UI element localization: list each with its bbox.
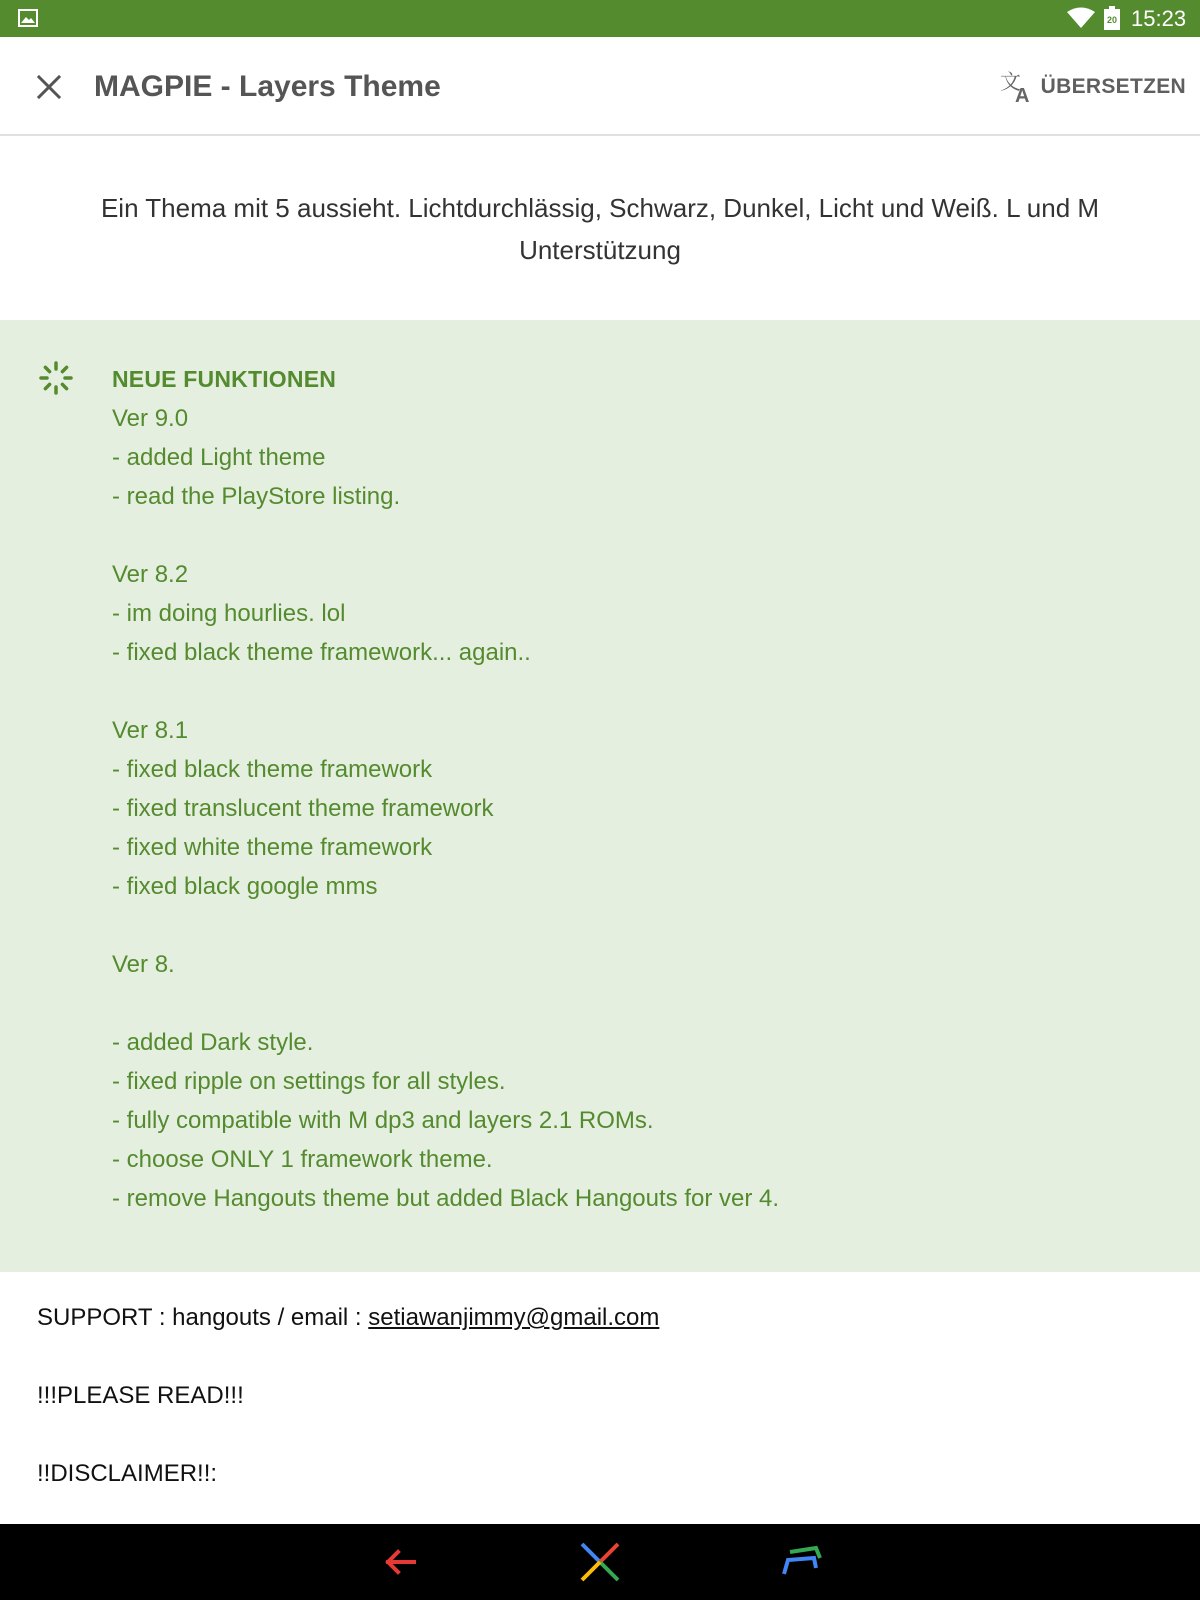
changelog-line: Ver 8.1 bbox=[112, 717, 189, 744]
status-time: 15:23 bbox=[1131, 6, 1187, 31]
changelog-line: - choose ONLY 1 framework theme. bbox=[112, 1146, 493, 1173]
changelog-line: Ver 8. bbox=[112, 951, 175, 978]
changelog-line: - fixed black theme framework... again.. bbox=[112, 639, 531, 666]
status-bar bbox=[0, 0, 1200, 37]
changelog-line bbox=[112, 984, 1152, 1023]
whats-new-content bbox=[112, 360, 1152, 1218]
blank-line bbox=[37, 1415, 1177, 1454]
translate-button[interactable] bbox=[999, 67, 1186, 107]
translate-label: ÜBERSETZEN bbox=[1040, 75, 1186, 98]
changelog-line bbox=[112, 906, 1152, 945]
loading-spinner-icon bbox=[38, 360, 74, 396]
blank-line bbox=[37, 1337, 1177, 1376]
whats-new-section bbox=[0, 320, 1200, 1272]
changelog-line: - added Light theme bbox=[112, 444, 326, 471]
home-x-icon[interactable] bbox=[576, 1540, 624, 1584]
changelog-line: - read the PlayStore listing. bbox=[112, 483, 401, 510]
changelog-line: - fixed translucent theme framework bbox=[112, 795, 494, 822]
changelog-line: - fully compatible with M dp3 and layers 2.1 ROMs. bbox=[112, 1107, 654, 1134]
navigation-bar bbox=[0, 1524, 1200, 1600]
changelog-line: Ver 9.0 bbox=[112, 405, 189, 432]
gallery-notification-icon bbox=[18, 9, 38, 27]
changelog-line: - fixed white theme framework bbox=[112, 834, 433, 861]
battery-level-text: 20 bbox=[1106, 15, 1118, 25]
support-email-link[interactable]: setiawanjimmy@gmail.com bbox=[368, 1304, 660, 1331]
svg-text:A: A bbox=[1014, 85, 1030, 105]
page-title: MAGPIE - Layers Theme bbox=[94, 70, 441, 103]
support-prefix: SUPPORT : hangouts / email : bbox=[37, 1304, 369, 1331]
battery-icon bbox=[1103, 6, 1121, 31]
app-description bbox=[0, 138, 1200, 320]
changelog-line: - added Dark style. bbox=[112, 1029, 314, 1056]
changelog-line: - fixed black google mms bbox=[112, 873, 378, 900]
full-description bbox=[37, 1298, 1177, 1493]
changelog-line: - fixed ripple on settings for all styles. bbox=[112, 1068, 506, 1095]
back-arrow-icon[interactable] bbox=[376, 1540, 424, 1584]
recents-icon[interactable] bbox=[776, 1540, 824, 1584]
changelog-line: Ver 8.2 bbox=[112, 561, 189, 588]
whats-new-lines bbox=[112, 399, 1152, 1218]
changelog-line bbox=[112, 672, 1152, 711]
please-read-text: !!!PLEASE READ!!! bbox=[37, 1382, 244, 1409]
wifi-icon bbox=[1066, 7, 1096, 29]
translate-icon bbox=[999, 69, 1035, 105]
changelog-line bbox=[112, 516, 1152, 555]
close-icon[interactable] bbox=[34, 72, 64, 102]
description-text: Ein Thema mit 5 aussieht. Lichtdurchlässig, Schwarz, Dunkel, Licht und Weiß. L und M Unterstützung bbox=[100, 193, 1100, 265]
app-bar bbox=[0, 37, 1200, 136]
whats-new-heading: NEUE FUNKTIONEN bbox=[112, 366, 337, 392]
svg-text:文: 文 bbox=[999, 70, 1021, 94]
disclaimer-text: !!DISCLAIMER!!: bbox=[37, 1460, 218, 1487]
support-line bbox=[37, 1298, 1177, 1337]
changelog-line: - fixed black theme framework bbox=[112, 756, 433, 783]
changelog-line: - remove Hangouts theme but added Black Hangouts for ver 4. bbox=[112, 1185, 780, 1212]
changelog-line: - im doing hourlies. lol bbox=[112, 600, 346, 627]
